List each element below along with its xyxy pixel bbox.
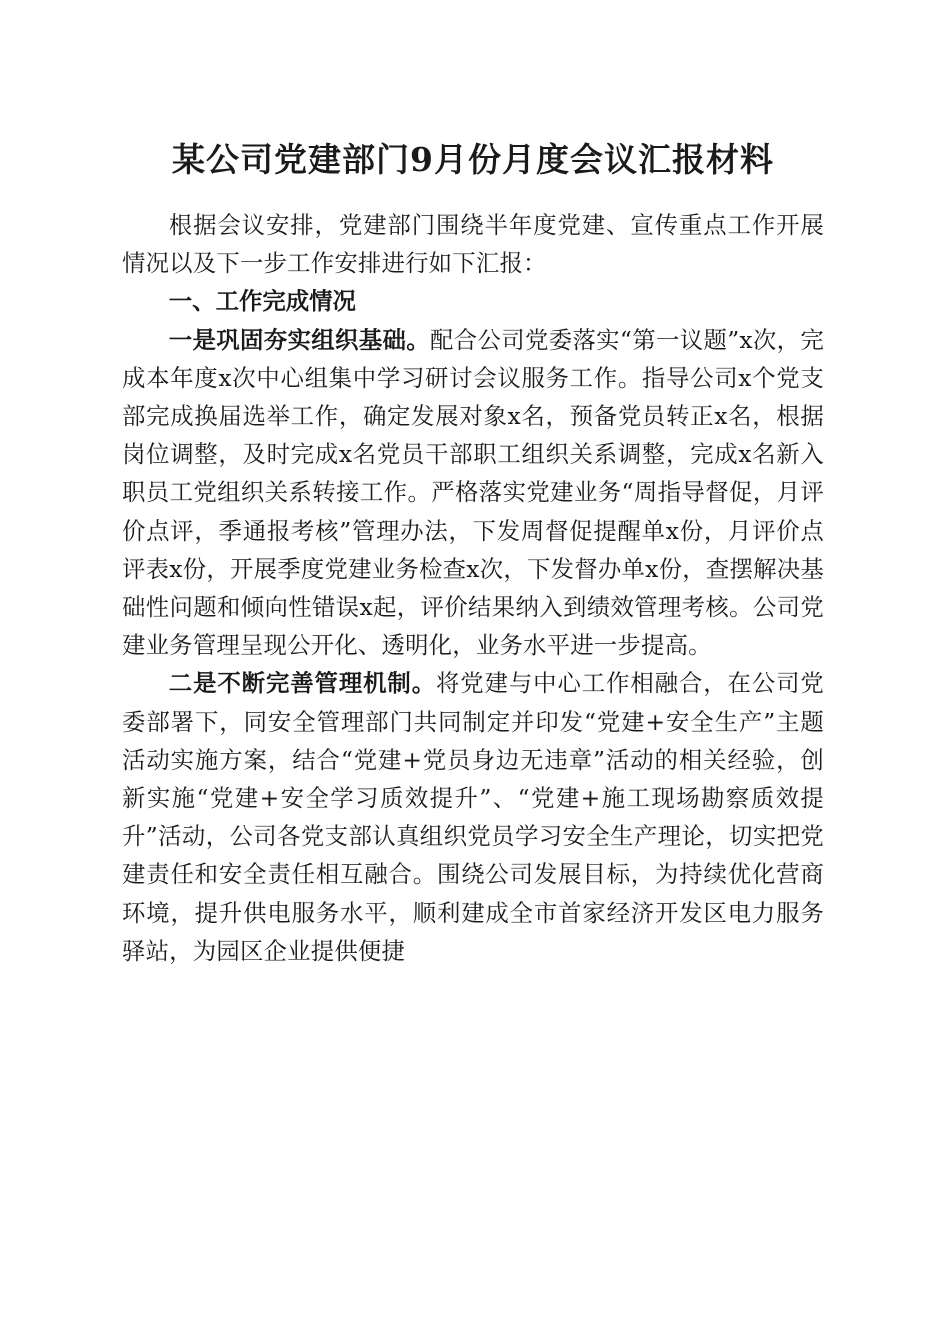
document-title: 某公司党建部门9月份月度会议汇报材料: [172, 140, 774, 179]
intro-paragraph: 根据会议安排，党建部门围绕半年度党建、宣传重点工作开展情况以及下一步工作安排进行如下汇报：: [122, 211, 824, 278]
paragraph-item-2: [122, 664, 824, 970]
paragraph-item-1: [122, 321, 824, 665]
paragraph-lead: 二是不断完善管理机制。: [168, 669, 437, 698]
paragraph-text: 将党建与中心工作相融合，在公司党委部署下，同安全管理部门共同制定并印发“党建+安全生产”主题活动实施方案，结合“党建+党员身边无违章”活动的相关经验，创新实施“党建+安全学习质效提升”、“党建+施工现场勘察质效提升”活动，公司各党支部认真组织党员学习安全生产理论，切实把党建责任和安全责任相互融合。围绕公司发展目标，为持续优化营商环境，提升供电服务水平，顺利建成全市首家经济开发区电力服务驿站，为园区企业提供便捷: [122, 669, 824, 965]
paragraph-text: 配合公司党委落实“第一议题”x次，完成本年度x次中心组集中学习研讨会议服务工作。指导公司x个党支部完成换届选举工作，确定发展对象x名，预备党员转正x名，根据岗位调整，及时完成x名党员干部职工组织关系调整，完成x名新入职员工党组织关系转接工作。严格落实党建业务“周指导督促，月评价点评，季通报考核”管理办法，下发周督促提醒单x份，月评价点评表x份，开展季度党建业务检查x次，下发督办单x份，查摆解决基础性问题和倾向性错误x起，评价结果纳入到绩效管理考核。公司党建业务管理呈现公开化、透明化，业务水平进一步提高。: [122, 325, 824, 660]
section-heading: 一、工作完成情况: [168, 287, 356, 316]
document-body: [122, 206, 824, 970]
paragraph-lead: 一是巩固夯实组织基础。: [168, 325, 430, 354]
